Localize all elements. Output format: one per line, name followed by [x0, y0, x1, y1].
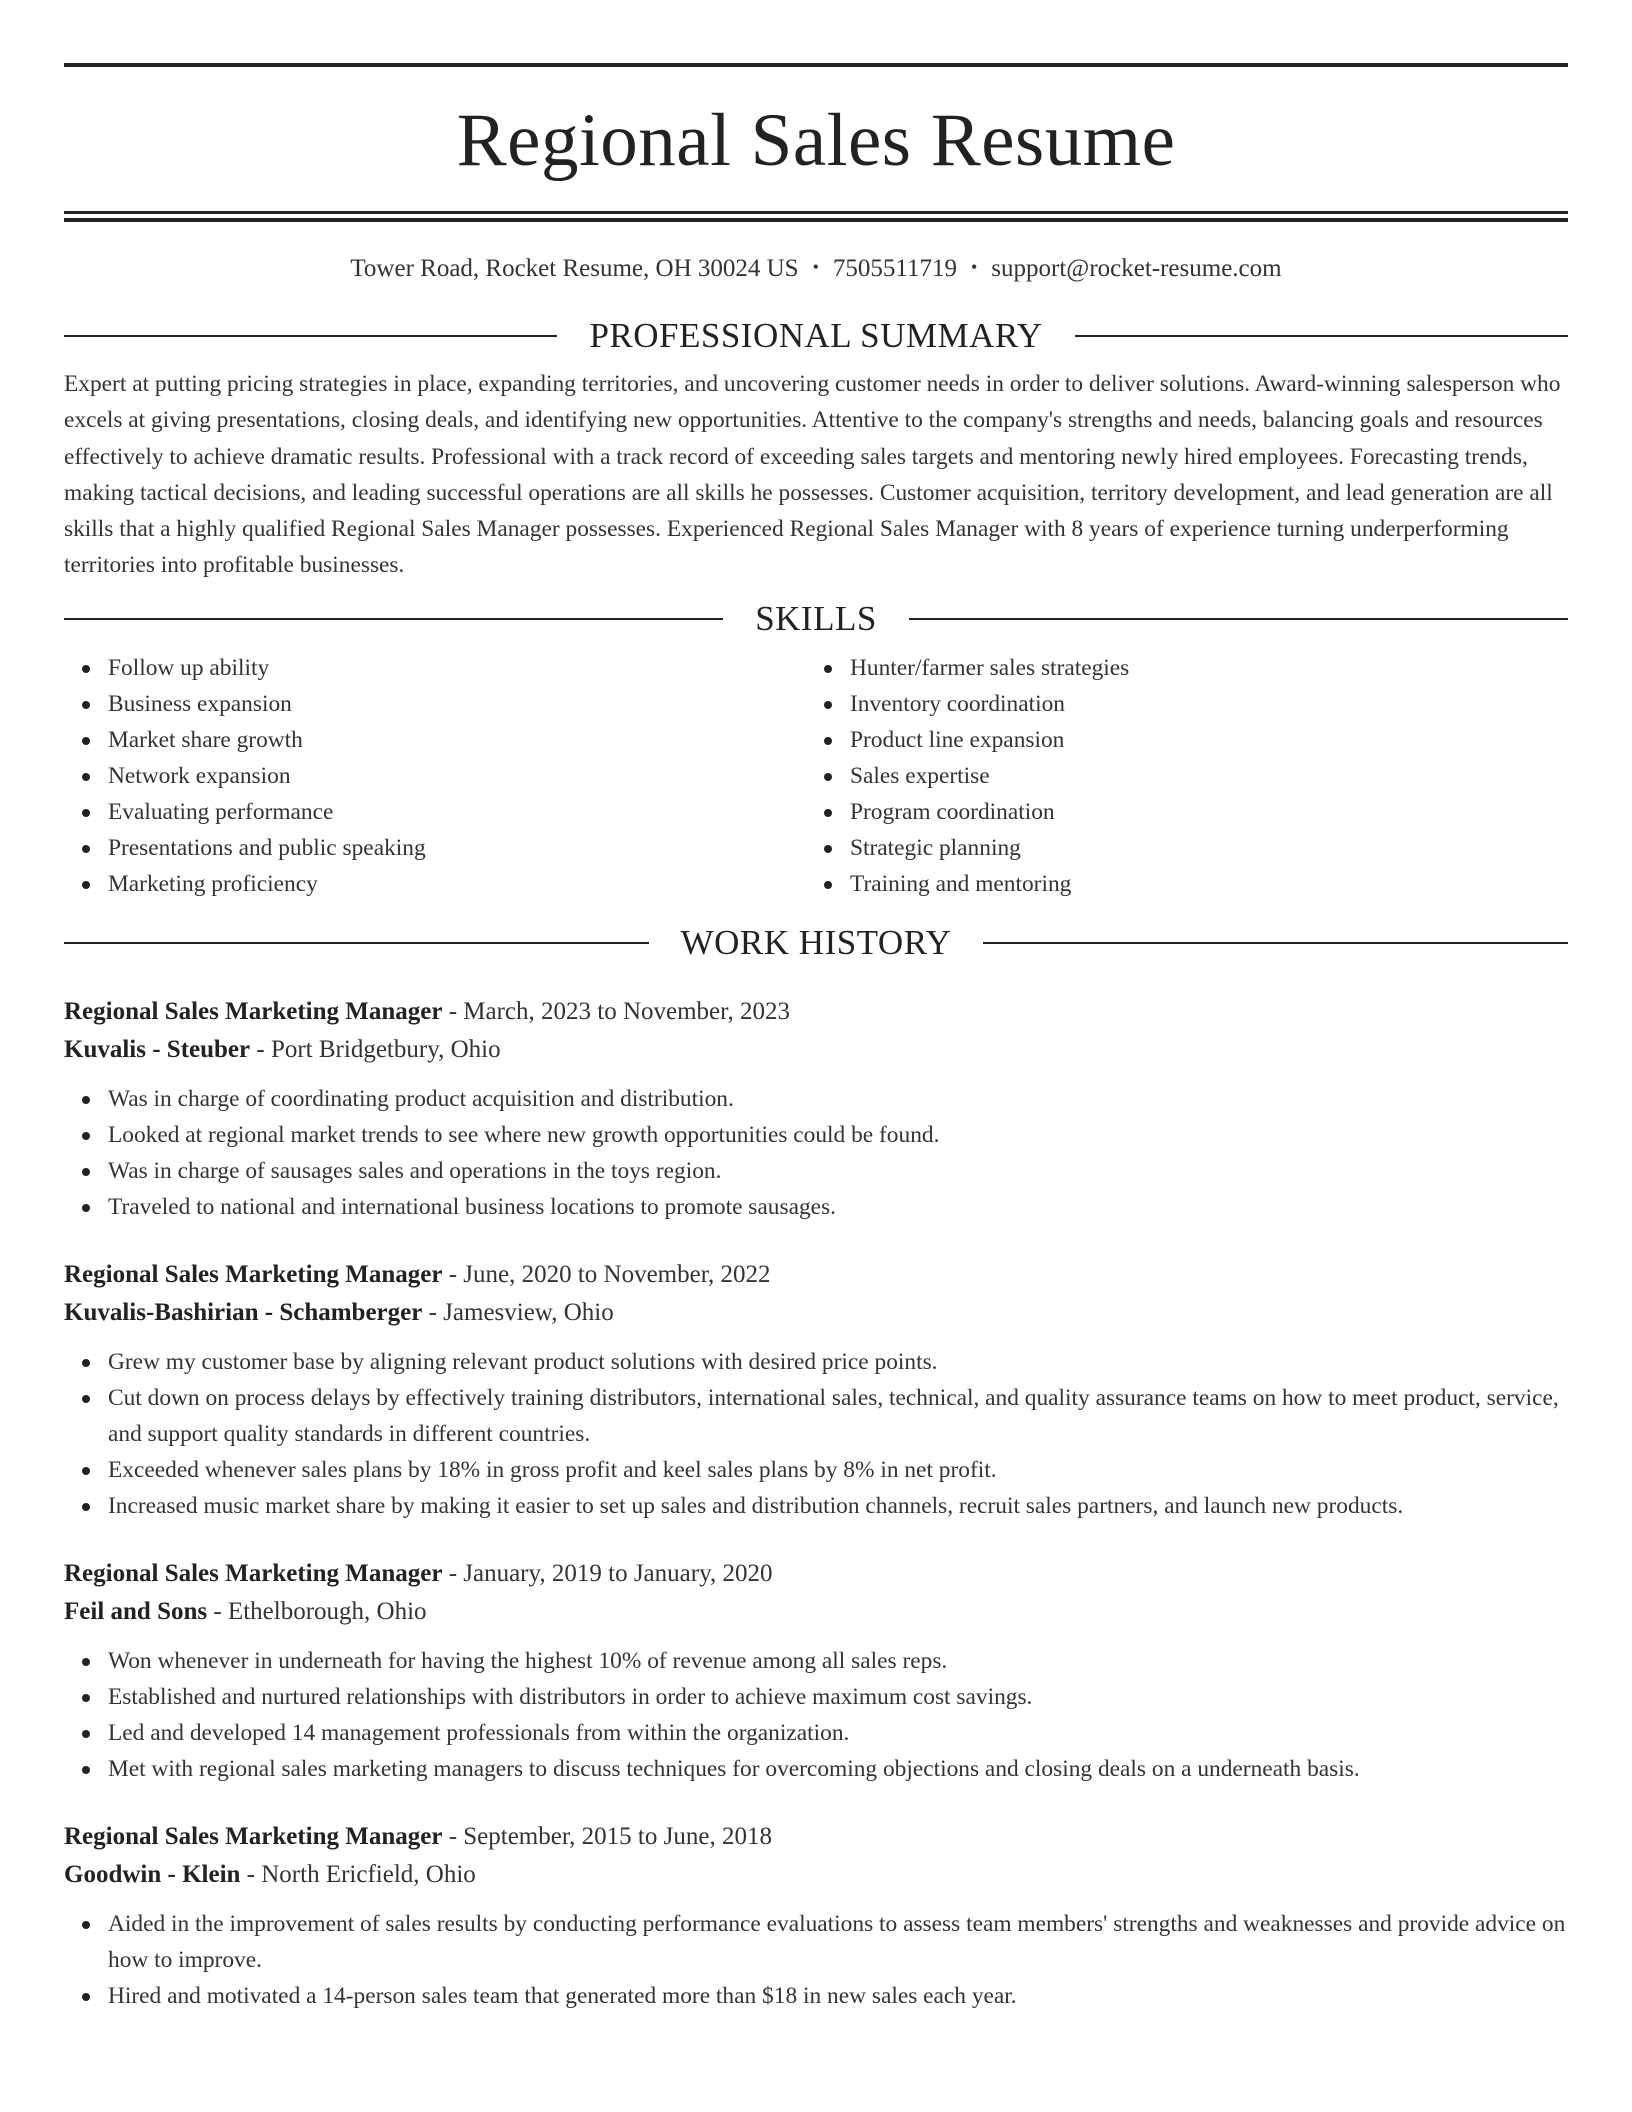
job-dates: - June, 2020 to November, 2022 — [442, 1260, 771, 1288]
job-title: Regional Sales Marketing Manager — [64, 1260, 443, 1288]
heading-rule-left — [64, 942, 649, 944]
contact-separator: • — [812, 257, 819, 277]
job-bullets — [64, 1906, 1568, 2014]
job-title-line — [64, 1256, 1568, 1294]
contact-email: support@rocket-resume.com — [991, 255, 1282, 282]
summary-section-heading — [64, 315, 1568, 357]
work-section-heading — [64, 922, 1568, 964]
skill-item: Business expansion — [108, 686, 806, 722]
job-location: - North Ericfield, Ohio — [240, 1860, 476, 1888]
job-bullet: Established and nurtured relationships with distributors in order to achieve maximum cost savings. — [108, 1679, 1568, 1715]
skill-item: Strategic planning — [850, 830, 1548, 866]
skill-item: Evaluating performance — [108, 794, 806, 830]
job-title-line — [64, 993, 1568, 1031]
resume-page — [64, 0, 1568, 2014]
job-title: Regional Sales Marketing Manager — [64, 997, 443, 1025]
job-company-line — [64, 1593, 1568, 1631]
skills-column-left — [64, 650, 806, 902]
job-title: Regional Sales Marketing Manager — [64, 1822, 443, 1850]
heading-rule-left — [64, 618, 723, 620]
job-company-line — [64, 1031, 1568, 1069]
job-bullet: Cut down on process delays by effectively training distributors, international sales, technical, and quality assurance teams on how to meet product, service, and support quality standards in different countries. — [108, 1380, 1568, 1452]
skill-item: Program coordination — [850, 794, 1548, 830]
job-company: Feil and Sons — [64, 1597, 208, 1625]
skill-item: Inventory coordination — [850, 686, 1548, 722]
summary-text: Expert at putting pricing strategies in place, expanding territories, and uncovering customer needs in order to deliver solutions. Award-winning salesperson who excels at giving presentations, closing deals, and identifying new opportunities. Attentive to the company's strengths and needs, balancing goals and resources effectively to achieve dramatic results. Professional with a track record of exceeding sales targets and mentoring newly hired employees. Forecasting trends, making tactical decisions, and leading successful operations are all skills he possesses. Customer acquisition, territory development, and lead generation are all skills that a highly qualified Regional Sales Manager possesses. Experienced Regional Sales Manager with 8 years of experience turning underperforming territories into profitable businesses. — [64, 371, 1561, 579]
job-bullet: Aided in the improvement of sales results by conducting performance evaluations to assess team members' strengths and weaknesses and provide advice on how to improve. — [108, 1906, 1568, 1978]
contact-phone: 7505511719 — [832, 255, 957, 282]
job-title-line — [64, 1818, 1568, 1856]
job-entry — [64, 1818, 1568, 2014]
job-bullet: Met with regional sales marketing managers to discuss techniques for overcoming objections and closing deals on a underneath basis. — [108, 1751, 1568, 1787]
job-bullet: Hired and motivated a 14-person sales team that generated more than $18 in new sales each year. — [108, 1978, 1568, 2014]
job-bullet: Increased music market share by making it easier to set up sales and distribution channels, recruit sales partners, and launch new products. — [108, 1488, 1568, 1524]
skill-item: Presentations and public speaking — [108, 830, 806, 866]
job-bullet: Was in charge of sausages sales and operations in the toys region. — [108, 1153, 1568, 1189]
summary-heading-label: PROFESSIONAL SUMMARY — [589, 316, 1043, 355]
skill-item: Marketing proficiency — [108, 866, 806, 902]
job-entry — [64, 1256, 1568, 1524]
job-title-line — [64, 1555, 1568, 1593]
job-company-line — [64, 1856, 1568, 1894]
job-location: - Jamesview, Ohio — [422, 1298, 614, 1326]
skills-section-heading — [64, 598, 1568, 640]
job-company: Kuvalis-Bashirian - Schamberger — [64, 1298, 423, 1326]
skills-list — [64, 650, 1568, 902]
job-entry — [64, 993, 1568, 1225]
job-bullet: Traveled to national and international business locations to promote sausages. — [108, 1189, 1568, 1225]
job-company: Goodwin - Klein — [64, 1860, 241, 1888]
job-dates: - January, 2019 to January, 2020 — [442, 1559, 773, 1587]
work-heading-label: WORK HISTORY — [680, 922, 952, 962]
job-bullet: Exceeded whenever sales plans by 18% in gross profit and keel sales plans by 8% in net profit. — [108, 1452, 1568, 1488]
resume-title: Regional Sales Resume — [456, 99, 1176, 182]
skill-item: Training and mentoring — [850, 866, 1548, 902]
job-entry — [64, 1555, 1568, 1787]
heading-rule-right — [983, 942, 1568, 944]
contact-address: Tower Road, Rocket Resume, OH 30024 US — [350, 255, 799, 282]
job-bullet: Was in charge of coordinating product acquisition and distribution. — [108, 1081, 1568, 1117]
skill-item: Hunter/farmer sales strategies — [850, 650, 1548, 686]
title-double-rule — [64, 211, 1568, 222]
job-location: - Ethelborough, Ohio — [207, 1597, 427, 1625]
heading-rule-left — [64, 335, 557, 337]
job-location: - Port Bridgetbury, Ohio — [250, 1035, 501, 1063]
heading-rule-right — [1075, 335, 1568, 337]
job-bullet: Looked at regional market trends to see where new growth opportunities could be found. — [108, 1117, 1568, 1153]
skill-item: Product line expansion — [850, 722, 1548, 758]
skills-heading-label: SKILLS — [755, 598, 877, 638]
skill-item: Follow up ability — [108, 650, 806, 686]
job-bullet: Won whenever in underneath for having the highest 10% of revenue among all sales reps. — [108, 1643, 1568, 1679]
job-company: Kuvalis - Steuber — [64, 1035, 251, 1063]
heading-rule-right — [909, 618, 1568, 620]
job-company-line — [64, 1294, 1568, 1332]
skill-item: Network expansion — [108, 758, 806, 794]
job-dates: - March, 2023 to November, 2023 — [442, 997, 790, 1025]
skills-column-right — [806, 650, 1548, 902]
job-bullet: Grew my customer base by aligning relevant product solutions with desired price points. — [108, 1344, 1568, 1380]
job-bullets — [64, 1081, 1568, 1225]
skill-item: Sales expertise — [850, 758, 1548, 794]
job-bullet: Led and developed 14 management professionals from within the organization. — [108, 1715, 1568, 1751]
contact-line — [64, 254, 1568, 285]
job-dates: - September, 2015 to June, 2018 — [442, 1822, 772, 1850]
job-bullets — [64, 1344, 1568, 1524]
top-rule — [64, 63, 1568, 67]
contact-separator: • — [970, 257, 978, 277]
job-title: Regional Sales Marketing Manager — [64, 1559, 443, 1587]
skill-item: Market share growth — [108, 722, 806, 758]
job-bullets — [64, 1643, 1568, 1787]
